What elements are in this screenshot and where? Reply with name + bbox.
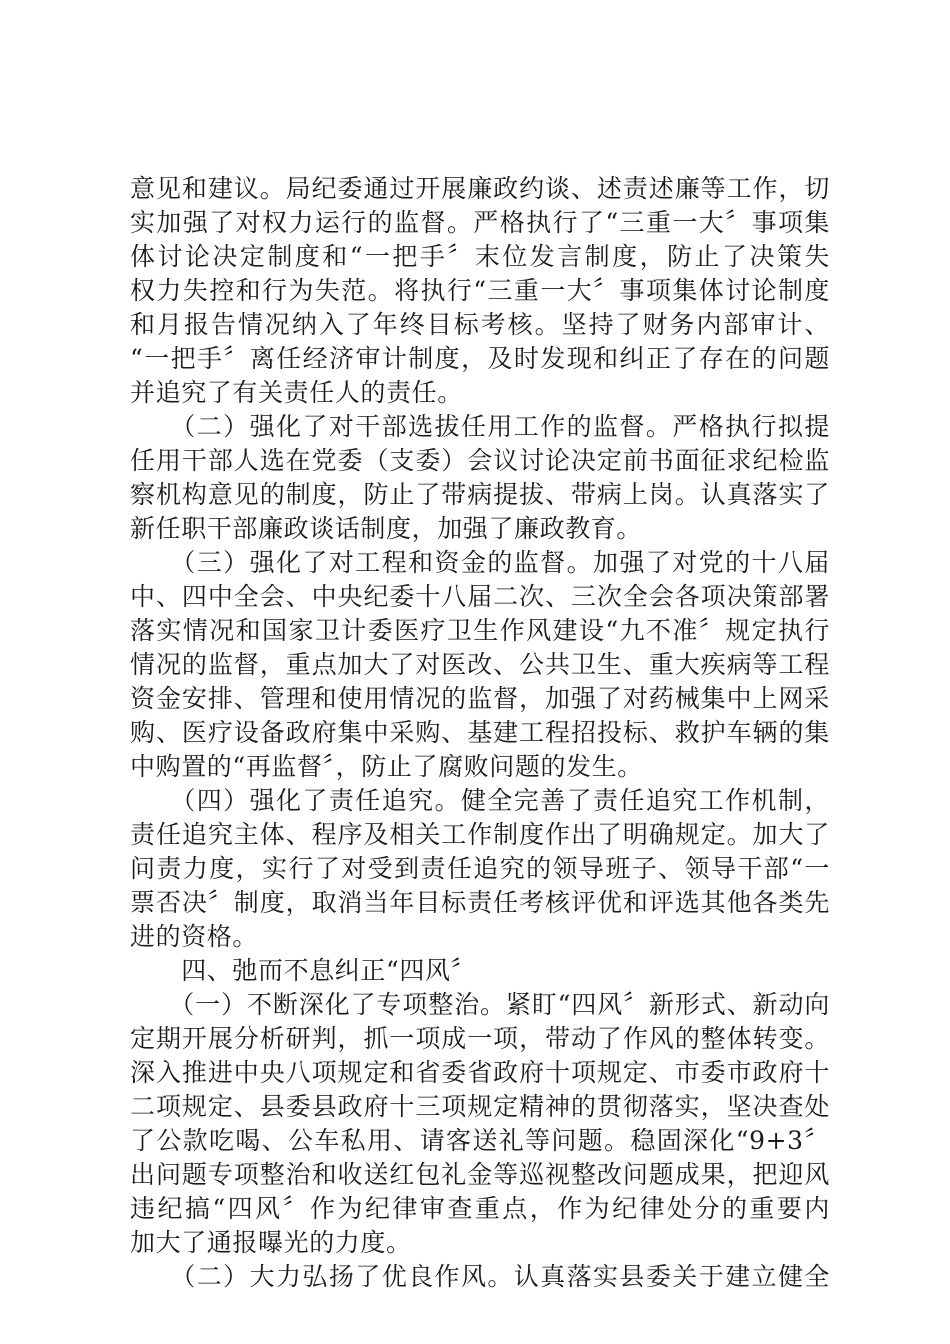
- text-line: 票否决〞制度，取消当年目标责任考核评优和评选其他各类先: [130, 888, 830, 917]
- text-line: 和月报告情况纳入了年终目标考核。坚持了财务内部审计、: [130, 310, 830, 339]
- text-line: 加大了通报曝光的力度。: [130, 1228, 412, 1257]
- text-line: （三）强化了对工程和资金的监督。加强了对党的十八届: [182, 548, 830, 577]
- body-text: [130, 172, 830, 1294]
- text-line: 任用干部人选在党委（支委）会议讨论决定前书面征求纪检监: [130, 446, 830, 475]
- text-line: 并追究了有关责任人的责任。: [130, 378, 463, 407]
- text-line: 权力失控和行为失范。将执行“三重一大〞事项集体讨论制度: [130, 276, 830, 305]
- text-line: 进的资格。: [130, 922, 259, 951]
- text-line: （二）大力弘扬了优良作风。认真落实县委关于建立健全: [182, 1262, 830, 1291]
- text-line: 责任追究主体、程序及相关工作制度作出了明确规定。加大了: [130, 820, 830, 849]
- text-line: 定期开展分析研判，抓一项成一项，带动了作风的整体转变。: [130, 1024, 830, 1053]
- text-line: 中购置的“再监督〞，防止了腐败问题的发生。: [130, 752, 643, 781]
- text-line: 出问题专项整治和收送红包礼金等巡视整改问题成果，把迎风: [130, 1160, 830, 1189]
- text-line: 违纪搞“四风〞作为纪律审查重点，作为纪律处分的重要内: [130, 1194, 830, 1223]
- text-line: 四、弛而不息纠正“四风〞: [130, 956, 477, 985]
- text-line: 察机构意见的制度，防止了带病提拔、带病上岗。认真落实了: [130, 480, 830, 509]
- text-line: 新任职干部廉政谈话制度，加强了廉政教育。: [130, 514, 643, 543]
- text-line: 中、四中全会、中央纪委十八届二次、三次全会各项决策部署: [130, 582, 830, 611]
- text-line: （二）强化了对干部选拔任用工作的监督。严格执行拟提: [182, 412, 830, 441]
- text-line: 二项规定、县委县政府十三项规定精神的贯彻落实，坚决查处: [130, 1092, 830, 1121]
- text-line: 体讨论决定制度和“一把手〞末位发言制度，防止了决策失: [130, 242, 830, 271]
- text-line: 落实情况和国家卫计委医疗卫生作风建设“九不准〞规定执行: [130, 616, 830, 645]
- text-line: 情况的监督，重点加大了对医改、公共卫生、重大疾病等工程: [130, 650, 830, 679]
- text-line: 资金安排、管理和使用情况的监督，加强了对药械集中上网采: [130, 684, 830, 713]
- text-line: （四）强化了责任追究。健全完善了责任追究工作机制，: [182, 786, 830, 815]
- text-line: 实加强了对权力运行的监督。严格执行了“三重一大〞事项集: [130, 208, 830, 237]
- text-line: 深入推进中央八项规定和省委省政府十项规定、市委市政府十: [130, 1058, 830, 1087]
- text-line: 购、医疗设备政府集中采购、基建工程招投标、救护车辆的集: [130, 718, 830, 747]
- text-line: 问责力度，实行了对受到责任追究的领导班子、领导干部“一: [130, 854, 830, 883]
- text-line: （一）不断深化了专项整治。紧盯“四风〞新形式、新动向: [130, 990, 830, 1019]
- text-line: 意见和建议。局纪委通过开展廉政约谈、述责述廉等工作，切: [130, 174, 830, 203]
- text-line: 了公款吃喝、公车私用、请客送礼等问题。稳固深化“9+3〞: [130, 1126, 830, 1155]
- text-line: “一把手〞离任经济审计制度，及时发现和纠正了存在的问题: [130, 344, 830, 373]
